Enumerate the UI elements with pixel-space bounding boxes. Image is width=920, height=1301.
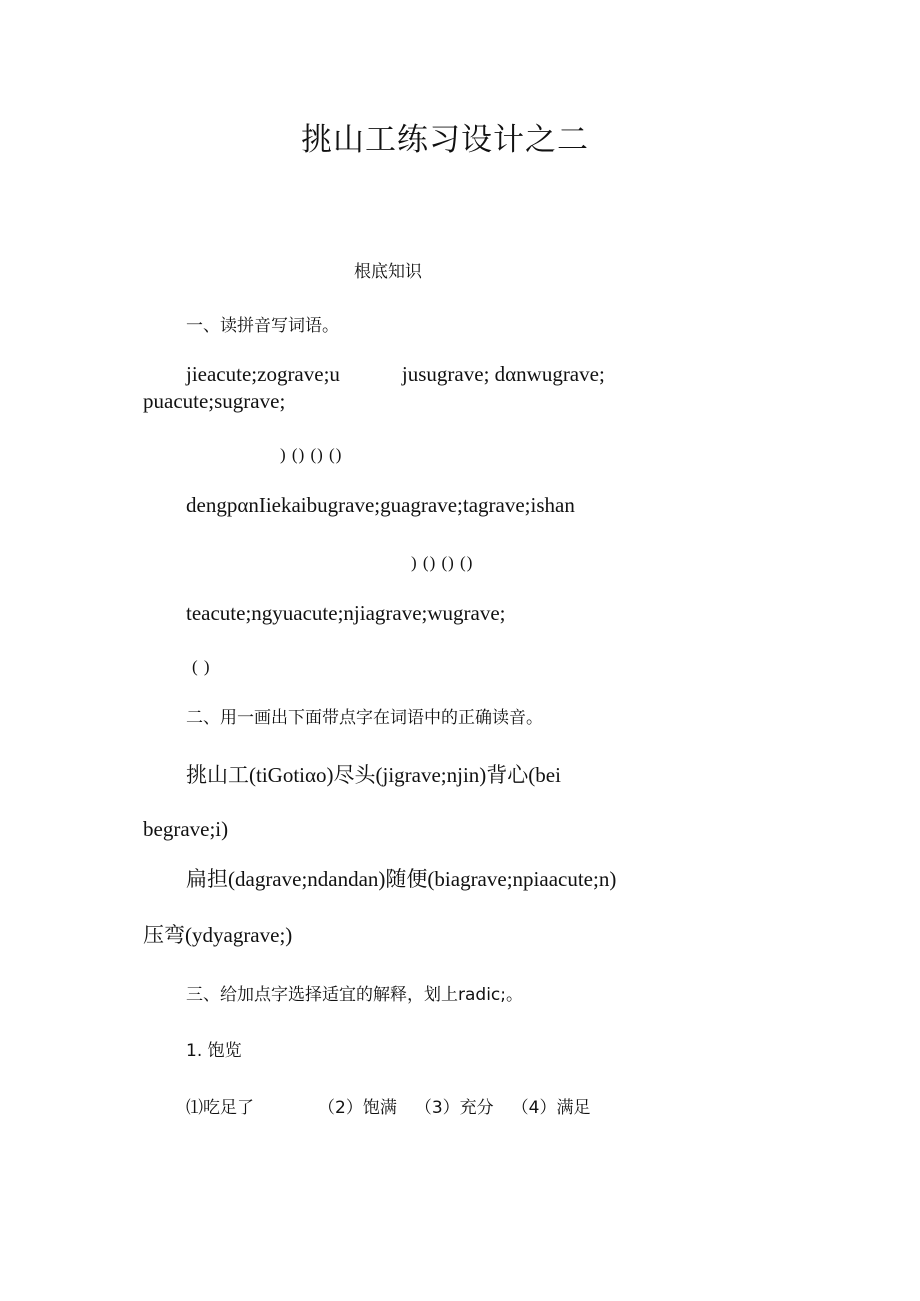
question-3-item-1: 1. 饱览 <box>186 1041 242 1061</box>
answer-blanks-1: ) () () () <box>280 445 343 464</box>
option-2: （2）饱满 <box>318 1098 397 1118</box>
pinyin-item: jieacute;zograve;u <box>186 362 340 386</box>
question-2-line-1: 挑山工(tiGotiαo)尽头(jigrave;njin)背心(bei <box>186 763 561 787</box>
question-2-heading: 二、用一画出下面带点字在词语中的正确读音。 <box>186 708 543 728</box>
option-4: （4）满足 <box>511 1098 591 1118</box>
question-3-options <box>186 1096 590 1120</box>
pinyin-item: jusugrave; dαnwugrave; <box>401 362 605 386</box>
question-2-line-2: begrave;i) <box>143 817 229 841</box>
pinyin-row-2: dengpαnIiekaibugrave;guagrave;tagrave;ishan <box>186 493 575 517</box>
question-1-heading: 一、读拼音写词语。 <box>186 316 339 336</box>
answer-blanks-2: ) () () () <box>411 553 474 572</box>
option-1: ⑴吃足了 <box>186 1098 254 1118</box>
document-title: 挑山工练习设计之二 <box>301 122 589 158</box>
section-heading: 根底知识 <box>354 262 422 282</box>
question-3-heading: 三、给加点字选择适宜的解释，划上radic;。 <box>186 985 523 1005</box>
question-2-line-4: 压弯(ydyagrave;) <box>143 923 293 947</box>
question-2-line-3: 扁担(dagrave;ndandan)随便(biagrave;npiaacute;n) <box>186 867 617 891</box>
pinyin-row-3: teacute;ngyuacute;njiagrave;wugrave; <box>186 601 506 625</box>
answer-blanks-3: ( ) <box>192 657 211 676</box>
option-3: （3）充分 <box>414 1098 494 1118</box>
pinyin-row-1a <box>186 362 605 386</box>
pinyin-row-1b: puacute;sugrave; <box>143 389 286 413</box>
